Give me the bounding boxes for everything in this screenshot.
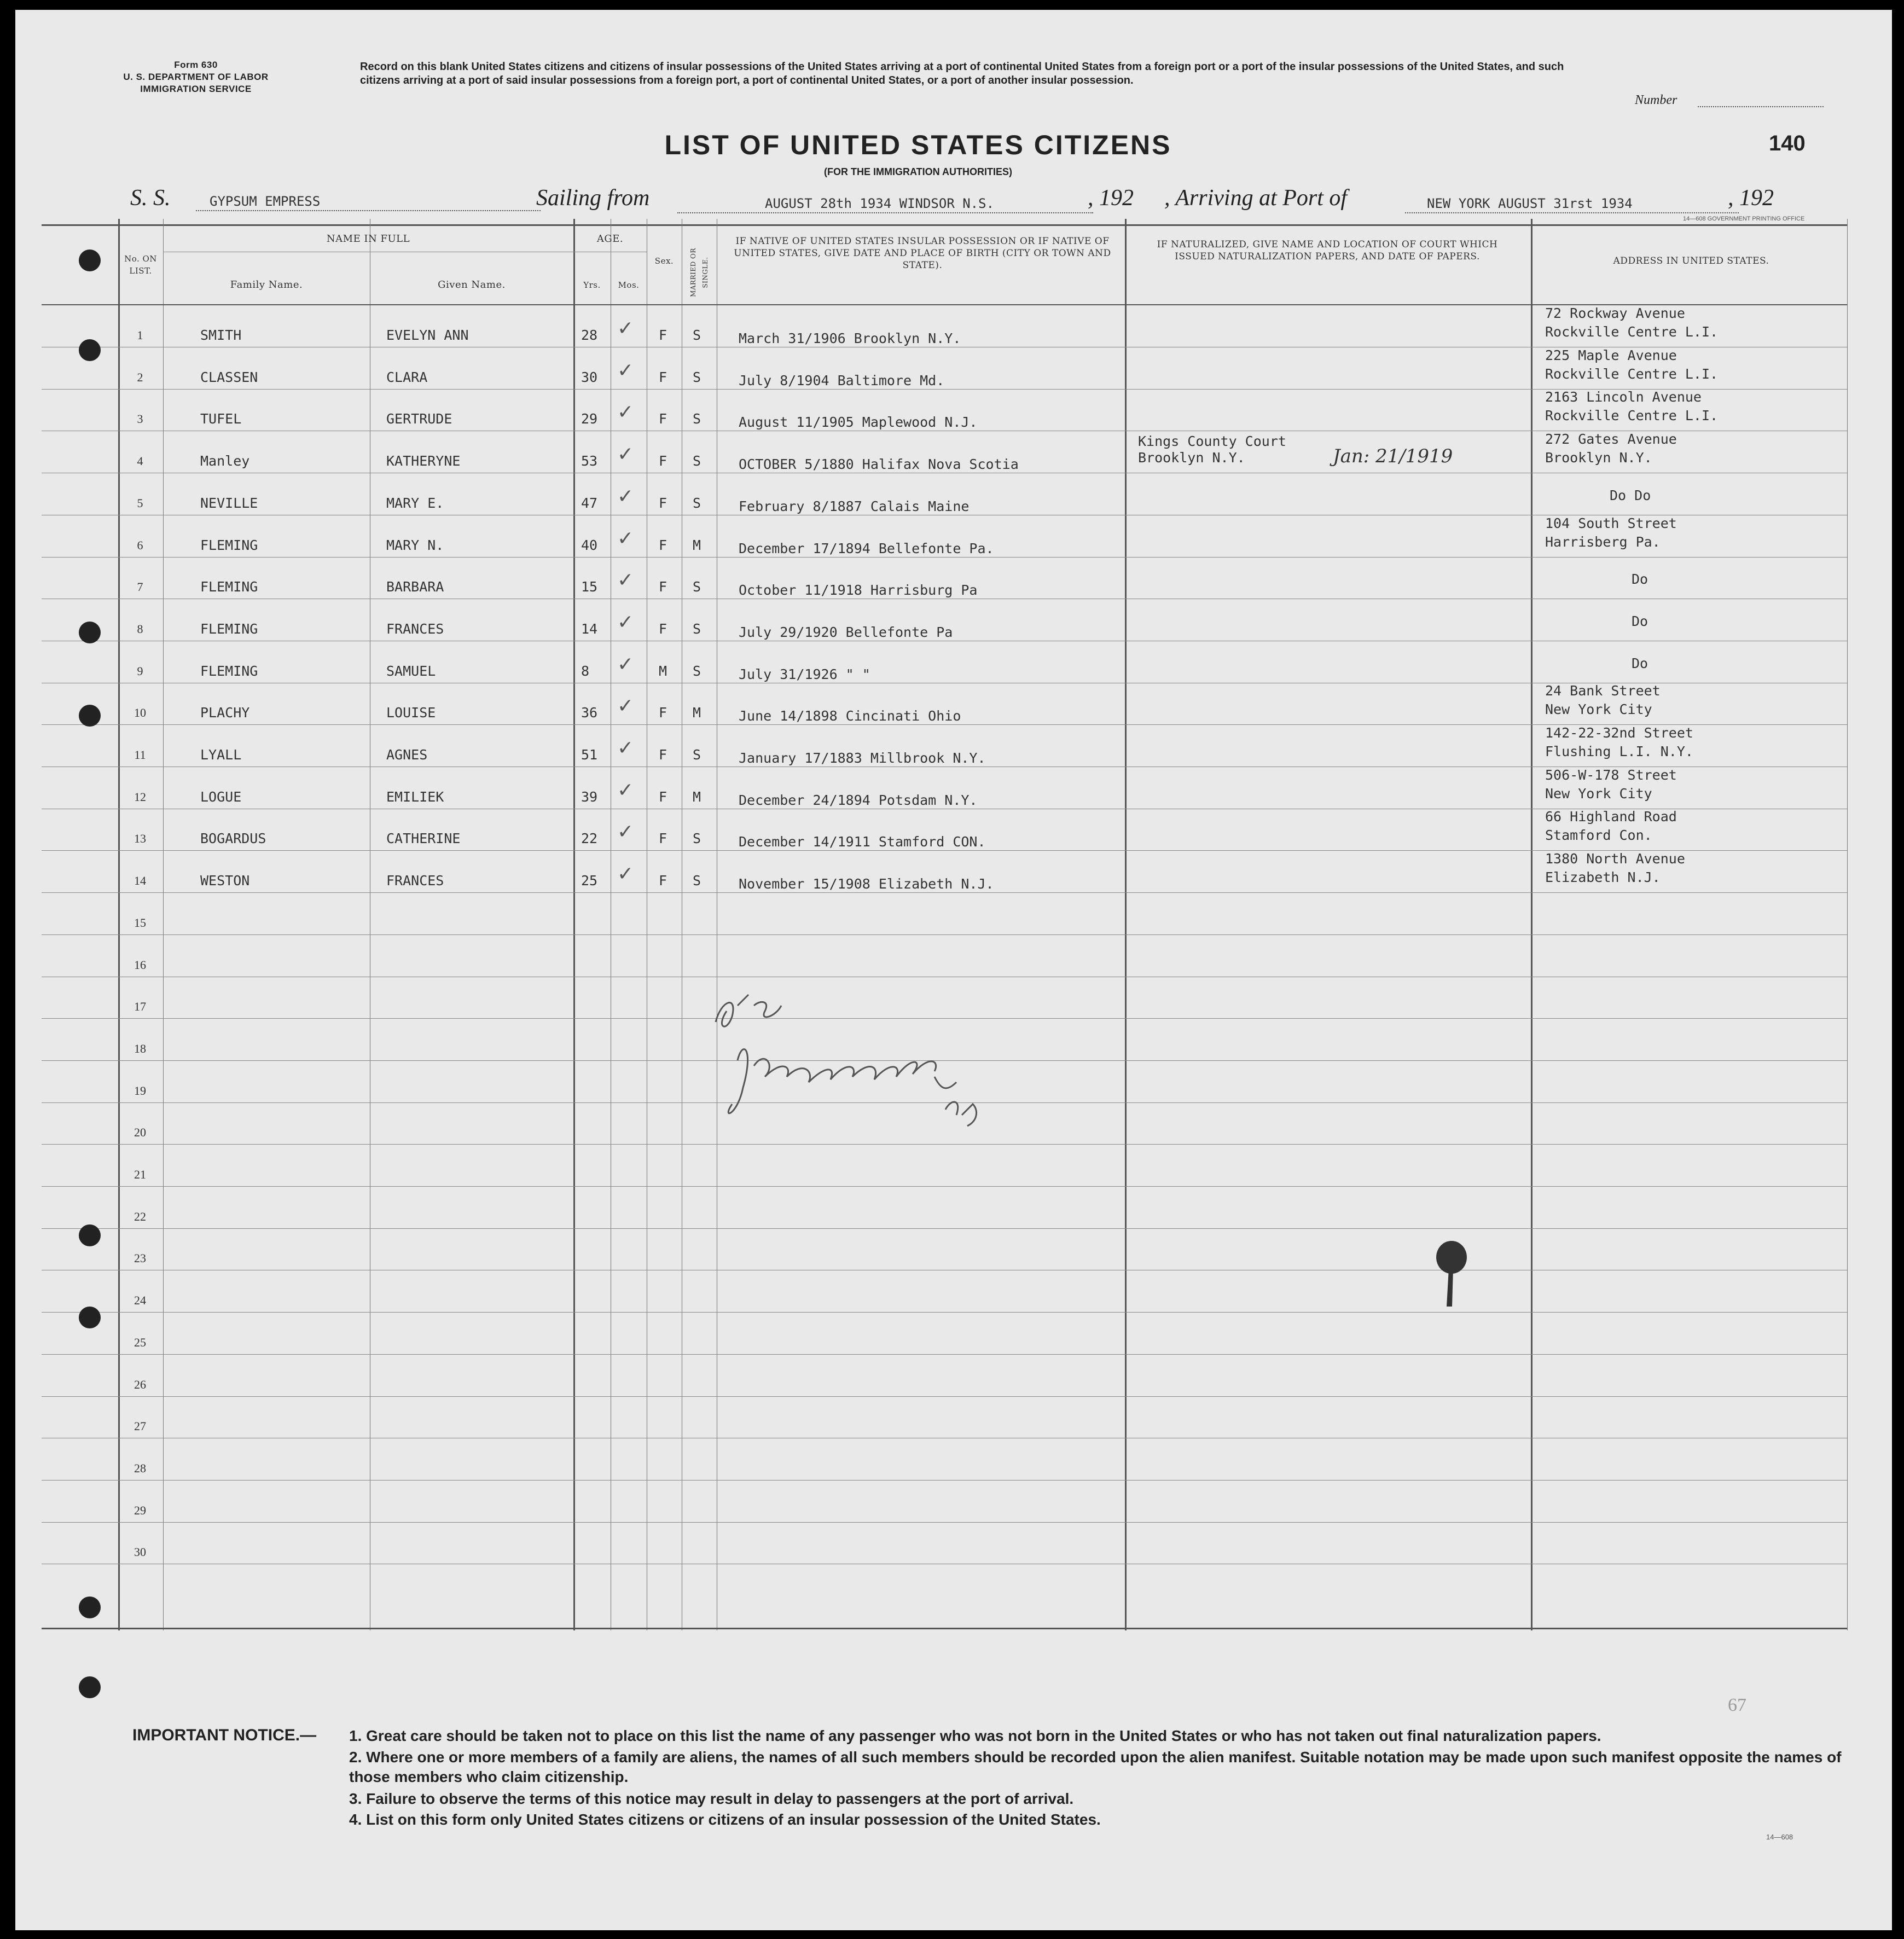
family-name: PLACHY — [200, 705, 250, 721]
sailing-from-line — [677, 212, 1093, 213]
birth-info: December 14/1911 Stamford CON. — [739, 834, 986, 850]
header-family-name: Family Name. — [230, 279, 303, 291]
row-rule — [42, 934, 1847, 935]
given-name: BARBARA — [386, 579, 444, 595]
court-date: Jan: 21/1919 — [1333, 445, 1453, 468]
row-number: 22 — [134, 1209, 146, 1223]
preamble-text: Record on this blank United States citizens and citizens of insular possessions of the United States arriving at a port of continental United States from a foreign port or a port of the insular possessions of the United States, and such citizens arriving at a port of said insular possessions from a foreign port, a port of continental United States, or a port of another insular possession. — [360, 61, 1564, 86]
arriving-year: , 192 — [1728, 185, 1774, 211]
manifest-page — [15, 10, 1892, 1930]
address-line-1: Do Do — [1610, 487, 1651, 503]
address-line-1: 142-22-32nd Street — [1545, 725, 1693, 741]
family-name: BOGARDUS — [200, 831, 266, 847]
family-name: CLASSEN — [200, 369, 258, 385]
family-name: FLEMING — [200, 663, 258, 679]
header-years: Yrs. — [583, 280, 601, 290]
check-mark: ✓ — [617, 821, 634, 844]
table-top-rule — [42, 224, 1847, 226]
age-years: 53 — [581, 453, 598, 469]
given-name: GERTRUDE — [386, 411, 452, 427]
row-number: 17 — [134, 1000, 146, 1014]
address-line-2: New York City — [1545, 701, 1652, 718]
arriving-value: NEW YORK AUGUST 31rst 1934 — [1427, 196, 1633, 211]
row-rule — [42, 1354, 1847, 1355]
birth-info: August 11/1905 Maplewood N.J. — [739, 414, 978, 431]
family-name: FLEMING — [200, 579, 258, 595]
age-years: 36 — [581, 705, 598, 721]
header-name-in-full: NAME IN FULL — [326, 233, 410, 245]
row-number: 15 — [134, 915, 146, 930]
married-single: S — [693, 327, 701, 343]
row-number: 14 — [134, 874, 146, 888]
header-naturalized: IF NATURALIZED, GIVE NAME AND LOCATION OF COURT WHICH ISSUED NATURALIZATION PAPERS, AND DATE OF PAPERS. — [1157, 239, 1498, 262]
age-years: 47 — [581, 495, 598, 511]
married-single: S — [693, 369, 701, 385]
check-mark: ✓ — [617, 527, 634, 550]
birth-info: March 31/1906 Brooklyn N.Y. — [739, 330, 961, 346]
punch-hole — [79, 705, 101, 727]
department-name: U. S. DEPARTMENT OF LABOR — [123, 72, 269, 82]
family-name: LYALL — [200, 747, 242, 763]
header-sex: Sex. — [654, 256, 674, 266]
row-number: 2 — [137, 370, 143, 384]
family-name: FLEMING — [200, 537, 258, 553]
check-mark: ✓ — [617, 611, 634, 634]
married-single: S — [693, 411, 701, 427]
punch-hole — [79, 1676, 101, 1698]
row-rule — [42, 892, 1847, 893]
row-rule — [42, 1396, 1847, 1397]
row-number: 16 — [134, 957, 146, 972]
address-line-2: Elizabeth N.J. — [1545, 869, 1661, 886]
sex: F — [659, 453, 667, 469]
notice-item-1: 1. Great care should be taken not to place on this list the name of any passenger who was not born in the United States or who has not taken out final naturalization papers. — [349, 1727, 1601, 1744]
given-name: MARY E. — [386, 495, 444, 511]
address-line-1: 66 Highland Road — [1545, 809, 1677, 825]
address-line-2: Rockville Centre L.I. — [1545, 408, 1719, 424]
ink-blot — [1427, 1235, 1476, 1312]
married-single: S — [693, 873, 701, 889]
punch-hole — [79, 1307, 101, 1328]
sailing-from-label: Sailing from — [536, 185, 650, 211]
given-name: EMILIEK — [386, 788, 444, 805]
sex: F — [659, 369, 667, 385]
sex: F — [659, 537, 667, 553]
sex: F — [659, 495, 667, 511]
check-mark: ✓ — [617, 317, 634, 340]
address-line-1: 104 South Street — [1545, 515, 1677, 531]
birth-info: October 11/1918 Harrisburg Pa — [739, 582, 978, 599]
married-single: S — [693, 453, 701, 469]
row-rule — [42, 1312, 1847, 1313]
birth-info: July 31/1926 " " — [739, 666, 870, 682]
check-mark: ✓ — [617, 737, 634, 759]
header-birth: IF NATIVE OF UNITED STATES INSULAR POSSESSION OR IF NATIVE OF UNITED STATES, GIVE DATE AND PLACE OF BIRTH (CITY OR TOWN AND STATE). — [734, 236, 1111, 271]
given-name: CATHERINE — [386, 831, 461, 847]
service-name: IMMIGRATION SERVICE — [140, 84, 252, 94]
check-mark: ✓ — [617, 485, 634, 508]
header-no: No. ON LIST. — [124, 254, 157, 276]
sex: F — [659, 411, 667, 427]
row-rule — [42, 557, 1847, 558]
notice-item-3: 3. Failure to observe the terms of this notice may result in delay to passengers at the port of arrival. — [349, 1790, 1074, 1807]
married-single: M — [693, 537, 701, 553]
table-bottom-rule — [42, 1628, 1847, 1629]
age-years: 14 — [581, 620, 598, 637]
age-years: 15 — [581, 579, 598, 595]
row-number: 12 — [134, 789, 146, 804]
row-number: 13 — [134, 832, 146, 846]
sailing-from-value: AUGUST 28th 1934 WINDSOR N.S. — [765, 196, 995, 211]
age-years: 28 — [581, 327, 598, 343]
row-number: 19 — [134, 1083, 146, 1098]
punch-hole — [79, 1224, 101, 1246]
row-number: 1 — [137, 328, 143, 342]
notice-title: IMPORTANT NOTICE.— — [132, 1726, 317, 1744]
family-name: SMITH — [200, 327, 242, 343]
address-line-2: New York City — [1545, 785, 1652, 802]
check-mark: ✓ — [617, 695, 634, 718]
row-number: 3 — [137, 412, 143, 426]
punch-hole — [79, 1597, 101, 1618]
age-years: 8 — [581, 663, 590, 679]
family-name: FLEMING — [200, 620, 258, 637]
inspector-signature — [705, 984, 1011, 1170]
page-title: LIST OF UNITED STATES CITIZENS — [664, 130, 1172, 160]
court-name: Kings County Court — [1138, 433, 1286, 450]
page-subtitle: (FOR THE IMMIGRATION AUTHORITIES) — [824, 166, 1012, 177]
header-given-name: Given Name. — [438, 279, 506, 291]
row-rule — [42, 1228, 1847, 1229]
ship-name-line — [196, 210, 541, 211]
row-number: 24 — [134, 1293, 146, 1308]
form-number: Form 630 — [174, 60, 218, 70]
address-line-1: 506-W-178 Street — [1545, 767, 1677, 783]
given-name: FRANCES — [386, 873, 444, 889]
row-number: 30 — [134, 1545, 146, 1559]
family-name: WESTON — [200, 873, 250, 889]
header-age: AGE. — [596, 233, 624, 245]
given-name: CLARA — [386, 369, 428, 385]
row-number: 4 — [137, 454, 143, 468]
family-name: TUFEL — [200, 411, 242, 427]
check-mark: ✓ — [617, 401, 634, 424]
given-name: FRANCES — [386, 620, 444, 637]
form-identifier — [97, 59, 294, 95]
check-mark: ✓ — [617, 863, 634, 886]
check-mark: ✓ — [617, 779, 634, 802]
row-rule — [42, 1186, 1847, 1187]
row-rule — [42, 1522, 1847, 1523]
family-name: NEVILLE — [200, 495, 258, 511]
ship-name: GYPSUM EMPRESS — [210, 194, 321, 209]
check-mark: ✓ — [617, 569, 634, 592]
married-single: M — [693, 788, 701, 805]
age-years: 30 — [581, 369, 598, 385]
row-rule — [42, 1480, 1847, 1481]
row-number: 21 — [134, 1168, 146, 1181]
row-number: 29 — [134, 1503, 146, 1517]
sex: F — [659, 788, 667, 805]
birth-info: July 8/1904 Baltimore Md. — [739, 372, 945, 388]
sex: F — [659, 831, 667, 847]
address-line-2: Brooklyn N.Y. — [1545, 450, 1652, 466]
address-line-1: 72 Rockway Avenue — [1545, 305, 1685, 321]
given-name: AGNES — [386, 747, 428, 763]
arriving-line — [1405, 212, 1739, 213]
address-line-2: Harrisberg Pa. — [1545, 533, 1661, 550]
row-number: 28 — [134, 1461, 146, 1475]
row-number: 6 — [137, 538, 143, 552]
row-number: 18 — [134, 1041, 146, 1055]
birth-info: December 24/1894 Potsdam N.Y. — [739, 792, 978, 808]
header-months: Mos. — [618, 280, 640, 290]
given-name: MARY N. — [386, 537, 444, 553]
sex: M — [659, 663, 667, 679]
row-number: 26 — [134, 1377, 146, 1391]
sex: F — [659, 620, 667, 637]
row-number: 5 — [137, 496, 143, 510]
row-number: 27 — [134, 1419, 146, 1433]
row-number: 7 — [137, 580, 143, 594]
address-line-2: Flushing L.I. N.Y. — [1545, 744, 1693, 759]
address-line-1: Do — [1632, 655, 1648, 671]
number-field-line — [1698, 106, 1824, 107]
birth-info: OCTOBER 5/1880 Halifax Nova Scotia — [739, 456, 1019, 473]
row-number: 20 — [134, 1125, 146, 1140]
sailing-year: , 192 — [1088, 185, 1134, 211]
row-number: 9 — [137, 664, 143, 678]
birth-info: June 14/1898 Cincinati Ohio — [739, 708, 961, 724]
punch-hole — [79, 249, 101, 271]
notice-item-2: 2. Where one or more members of a family are aliens, the names of all such members should be recorded upon the alien manifest. Suitable notation may be made upon such manifest opposite the names of those members who claim citizenship. — [349, 1749, 1842, 1785]
punch-hole — [79, 622, 101, 643]
address-line-1: 24 Bank Street — [1545, 683, 1661, 699]
address-line-2: Rockville Centre L.I. — [1545, 324, 1719, 340]
court-location: Brooklyn N.Y. — [1138, 450, 1245, 466]
given-name: KATHERYNE — [386, 453, 461, 469]
address-line-2: Rockville Centre L.I. — [1545, 365, 1719, 382]
birth-info: July 29/1920 Bellefonte Pa — [739, 624, 953, 640]
address-line-1: 1380 North Avenue — [1545, 851, 1685, 867]
row-number: 10 — [134, 706, 146, 720]
check-mark: ✓ — [617, 443, 634, 466]
given-name: LOUISE — [386, 705, 436, 721]
row-number: 25 — [134, 1335, 146, 1349]
punch-hole — [79, 339, 101, 361]
gpo-mark: 14—608 GOVERNMENT PRINTING OFFICE — [1683, 216, 1805, 222]
footer-code: 14—608 — [1766, 1833, 1793, 1841]
number-label: Number — [1635, 93, 1677, 107]
married-single: S — [693, 495, 701, 511]
age-years: 51 — [581, 747, 598, 763]
birth-info: November 15/1908 Elizabeth N.J. — [739, 876, 994, 892]
arriving-label: , Arriving at Port of — [1164, 185, 1348, 211]
row-number: 11 — [134, 748, 146, 762]
row-number: 23 — [134, 1251, 146, 1265]
passenger-table — [42, 216, 1847, 1641]
page-mark: 67 — [1728, 1695, 1746, 1715]
col-divider — [1847, 219, 1848, 1630]
address-line-1: 2163 Lincoln Avenue — [1545, 389, 1702, 405]
address-line-1: 225 Maple Avenue — [1545, 347, 1677, 363]
given-name: EVELYN ANN — [386, 327, 469, 343]
check-mark: ✓ — [617, 653, 634, 676]
sex: F — [659, 705, 667, 721]
married-single: S — [693, 579, 701, 595]
birth-info: February 8/1887 Calais Maine — [739, 498, 970, 514]
address-line-2: Stamford Con. — [1545, 827, 1652, 844]
check-mark: ✓ — [617, 359, 634, 382]
family-name: Manley — [200, 453, 250, 469]
age-years: 29 — [581, 411, 598, 427]
address-line-1: Do — [1632, 571, 1648, 588]
married-single: S — [693, 620, 701, 637]
married-single: S — [693, 831, 701, 847]
address-line-1: Do — [1632, 613, 1648, 629]
list-number: 140 — [1769, 131, 1806, 155]
age-years: 25 — [581, 873, 598, 889]
sex: F — [659, 747, 667, 763]
address-line-1: 272 Gates Avenue — [1545, 431, 1677, 448]
married-single: M — [693, 705, 701, 721]
married-single: S — [693, 747, 701, 763]
age-years: 22 — [581, 831, 598, 847]
given-name: SAMUEL — [386, 663, 436, 679]
birth-info: December 17/1894 Bellefonte Pa. — [739, 540, 994, 556]
row-number: 8 — [137, 622, 143, 636]
age-years: 40 — [581, 537, 598, 553]
sex: F — [659, 327, 667, 343]
age-years: 39 — [581, 788, 598, 805]
married-single: S — [693, 663, 701, 679]
birth-info: January 17/1883 Millbrook N.Y. — [739, 750, 986, 766]
sex: F — [659, 579, 667, 595]
ss-label: S. S. — [130, 185, 171, 211]
notice-item-4: 4. List on this form only United States citizens or citizens of an insular possession of the United States. — [349, 1811, 1101, 1828]
family-name: LOGUE — [200, 788, 242, 805]
header-address: ADDRESS IN UNITED STATES. — [1613, 256, 1769, 266]
header-married-single: MARRIED OR SINGLE. — [689, 248, 709, 297]
sex: F — [659, 873, 667, 889]
